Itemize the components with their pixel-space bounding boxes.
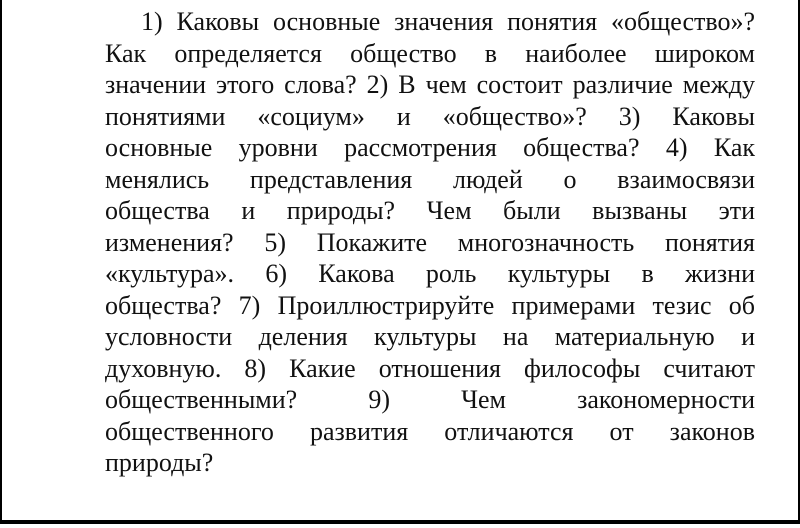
paragraph-line: общества и природы? Чем были вызваны эти: [105, 196, 755, 225]
paragraph-line: 1) Каковы основные значения понятия «общество»?: [141, 7, 755, 36]
paragraph-line: общественного развития отличаются от законов: [105, 416, 755, 446]
questions-paragraph: [105, 6, 755, 479]
paragraph-line: Как определяется общество в наиболее широком: [105, 38, 755, 68]
paragraph-line: основные уровни рассмотрения общества? 4) Как: [105, 133, 755, 162]
paragraph-line: общества? 7) Проиллюстрируйте примерами тезис об: [105, 290, 755, 320]
paragraph-line: понятиями «социум» и «общество»? 3) Каковы: [105, 101, 755, 131]
paragraph-line: значении этого слова? 2) В чем состоит различие между: [105, 70, 755, 99]
paragraph-line: условности деления культуры на материальную и: [105, 322, 755, 351]
paragraph-line: природы?: [105, 448, 214, 477]
paragraph-line: духовную. 8) Какие отношения философы считают: [105, 353, 755, 383]
paragraph-line: «культура». 6) Какова роль культуры в жизни: [105, 259, 755, 288]
left-border-line: [0, 0, 2, 520]
paragraph-line: общественными? 9) Чем закономерности: [105, 385, 755, 414]
bottom-border-line: [0, 520, 800, 524]
paragraph-line: изменения? 5) Покажите многозначность понятия: [105, 227, 755, 257]
paragraph-line: менялись представления людей о взаимосвязи: [105, 164, 755, 194]
